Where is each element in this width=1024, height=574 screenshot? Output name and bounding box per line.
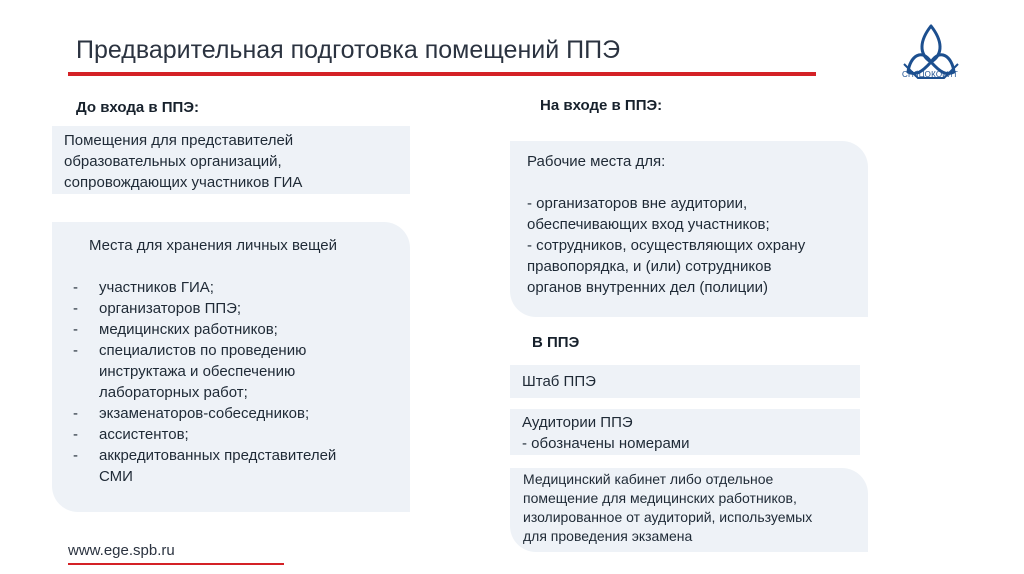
panel-line: - сотрудников, осуществляющих охрану <box>527 237 806 254</box>
heading-inside-ppe: В ППЭ <box>532 334 580 351</box>
list-item: - ассистентов; <box>73 426 189 443</box>
panel-representatives-rooms <box>52 126 410 194</box>
panel-line: Медицинский кабинет либо отдельное <box>523 471 774 487</box>
panel-line: изолированное от аудиторий, используемых <box>523 509 813 525</box>
list-item: - экзаменаторов-собеседников; <box>73 405 310 422</box>
panel-line <box>527 172 868 193</box>
panel-shtab <box>510 365 860 398</box>
list-item: - специалистов по проведению инструктажа и обеспечению лабораторных работ; <box>73 342 307 401</box>
panel-line: обеспечивающих вход участников; <box>527 216 770 233</box>
list-item: - организаторов ППЭ; <box>73 300 242 317</box>
storage-list <box>73 277 410 487</box>
panel-medical-room <box>510 468 868 552</box>
list-item: - аккредитованных представителей СМИ <box>73 447 337 485</box>
panel-line: Штаб ППЭ <box>522 373 596 390</box>
panel-line: сопровождающих участников ГИА <box>64 174 303 191</box>
title-divider <box>68 72 816 76</box>
panel-line: правопорядка, и (или) сотрудников <box>527 258 772 275</box>
slide-title: Предварительная подготовка помещений ППЭ <box>76 36 621 64</box>
panel-line: помещение для медицинских работников, <box>523 490 797 506</box>
panel-line: Помещения для представителей <box>64 132 294 149</box>
panel-personal-storage <box>52 222 410 512</box>
heading-before-entry: До входа в ППЭ: <box>76 99 200 116</box>
footer-website-link[interactable]: www.ege.spb.ru <box>68 542 175 559</box>
panel-line: образовательных организаций, <box>64 153 282 170</box>
footer-divider <box>68 563 284 565</box>
storage-intro: Места для хранения личных вещей <box>89 237 337 254</box>
panel-auditorii <box>510 409 860 455</box>
panel-line: Рабочие места для: <box>527 153 666 170</box>
panel-line: - обозначены номерами <box>522 435 690 452</box>
panel-entry-workplaces <box>510 141 868 317</box>
list-item: - медицинских работников; <box>73 321 278 338</box>
panel-line: для проведения экзамена <box>523 528 693 544</box>
panel-line: - организаторов вне аудитории, <box>527 195 748 212</box>
logo-caption: СПбЦОКОиИТ <box>902 70 958 79</box>
heading-at-entry: На входе в ППЭ: <box>540 97 663 114</box>
panel-line: органов внутренних дел (полиции) <box>527 279 768 296</box>
list-item: - участников ГИА; <box>73 279 214 296</box>
panel-line: Аудитории ППЭ <box>522 414 633 431</box>
